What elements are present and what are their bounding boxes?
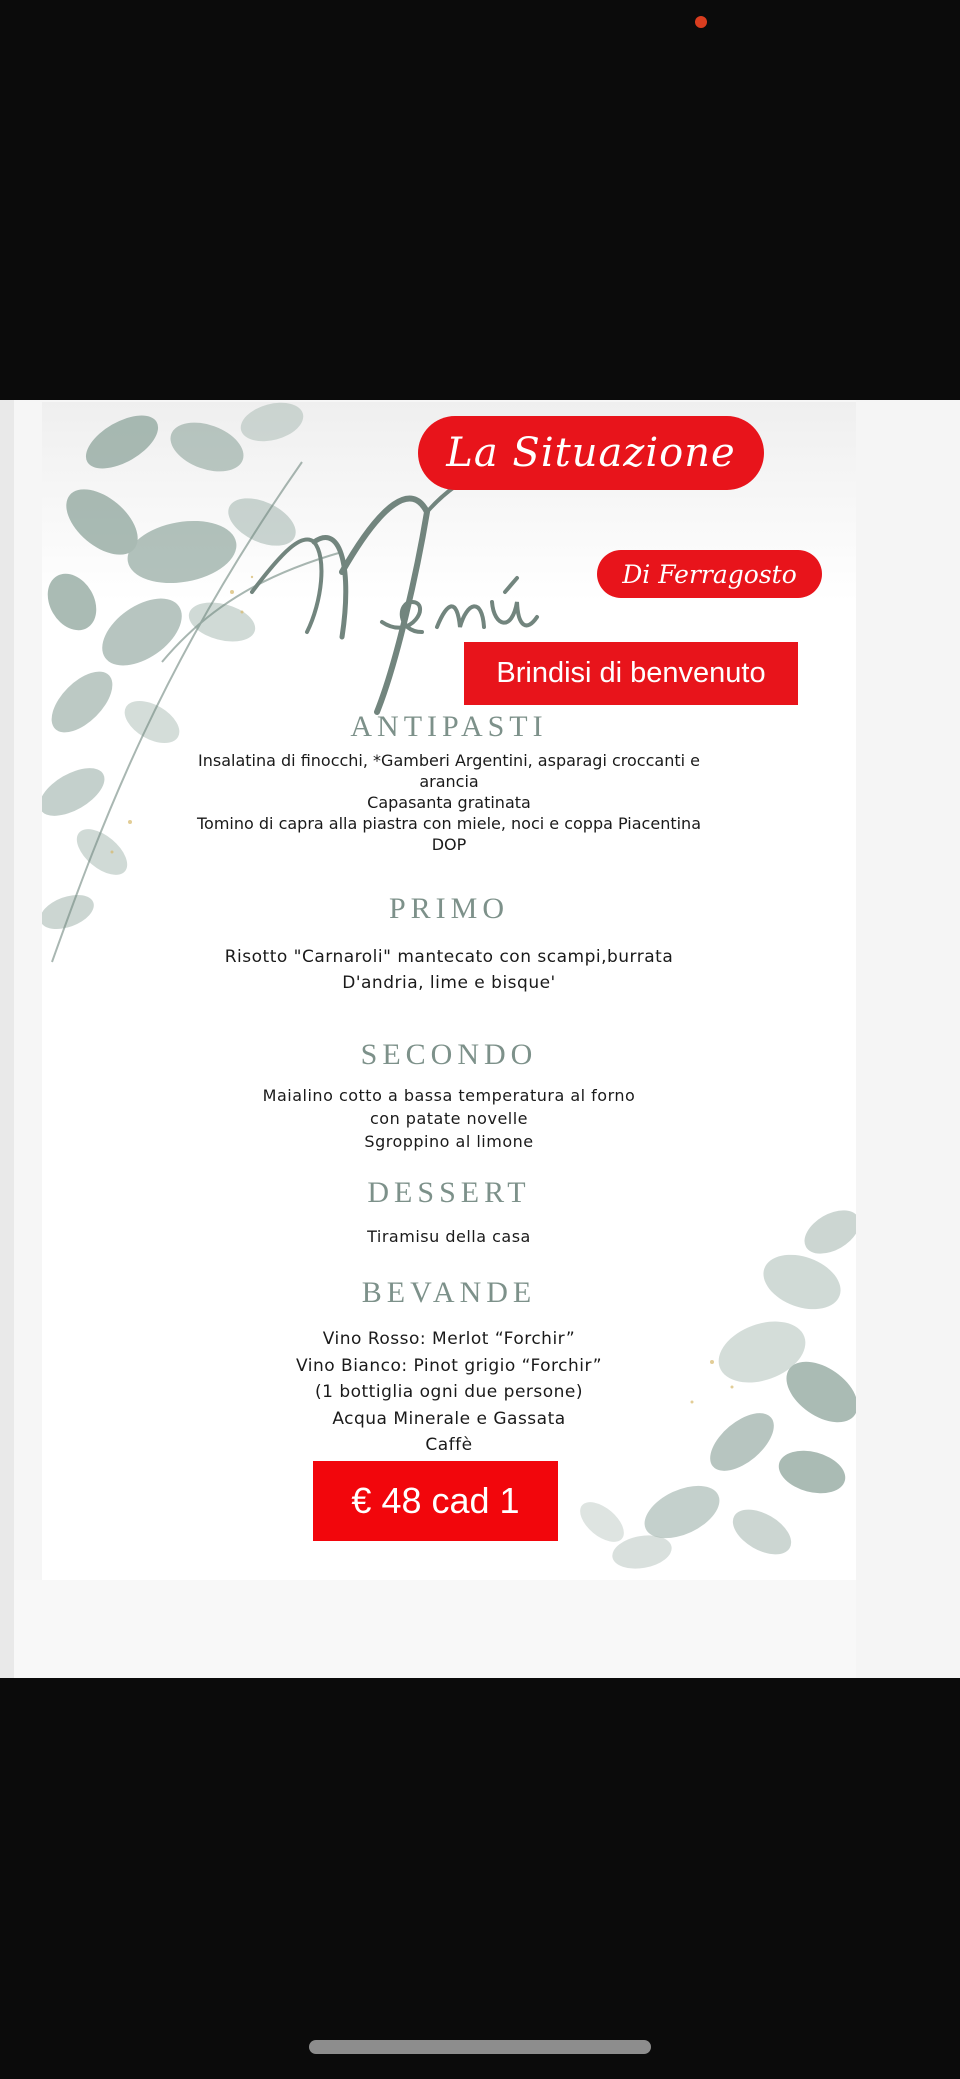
home-indicator[interactable] [309,2040,651,2054]
recording-indicator-icon [695,16,707,28]
list-item: Risotto "Carnaroli" mantecato con scampi,burrata [224,947,674,967]
list-item: Acqua Minerale e Gassata [332,1408,566,1429]
list-item: Capasanta gratinata [367,793,531,812]
list-item: Tomino di capra alla piastra con miele, noci e coppa Piacentina [197,814,701,833]
list-item: Tiramisu della casa [367,1227,531,1246]
welcome-banner [464,642,798,705]
list-item: Vino Bianco: Pinot grigio “Forchir” [295,1355,602,1376]
price-banner [313,1461,558,1541]
occasion-badge [597,550,822,598]
list-item: DOP [431,835,467,854]
dessert-heading: DESSERT [367,1176,531,1209]
list-item: Caffè [425,1435,473,1455]
menu-photo [0,400,960,1678]
list-item: Insalatina di finocchi, *Gamberi Argentini, asparagi croccanti e [198,751,700,770]
dessert-list [42,1226,856,1248]
primo-list [42,944,856,996]
restaurant-name-badge [418,416,764,490]
list-item: arancia [419,772,479,791]
primo-heading: PRIMO [388,892,510,925]
welcome-text: Brindisi di benvenuto [496,657,766,689]
photo-bottom-edge [14,1580,856,1678]
bevande-heading: BEVANDE [361,1276,537,1309]
occasion-text: Di Ferragosto [622,559,797,589]
secondo-list [42,1084,856,1153]
menu-card [42,402,856,1580]
photo-right-edge [856,400,960,1678]
list-item: con patate novelle [369,1109,529,1128]
list-item: (1 bottiglia ogni due persone) [314,1382,584,1402]
top-black-area [0,0,960,400]
photo-left-edge [0,400,14,1678]
price-text: € 48 cad 1 [351,1480,520,1521]
antipasti-list [42,750,856,855]
bevande-list [42,1326,856,1459]
secondo-heading: SECONDO [360,1038,538,1071]
list-item: D'andria, lime e bisque' [342,973,556,993]
menu-title-text: Menù [43,403,46,404]
list-item: Maialino cotto a bassa temperatura al forno [262,1086,636,1105]
list-item: Vino Rosso: Merlot “Forchir” [322,1329,576,1349]
antipasti-heading: ANTIPASTI [350,710,548,743]
restaurant-name: La Situazione [446,430,736,476]
list-item: Sgroppino al limone [364,1132,534,1151]
